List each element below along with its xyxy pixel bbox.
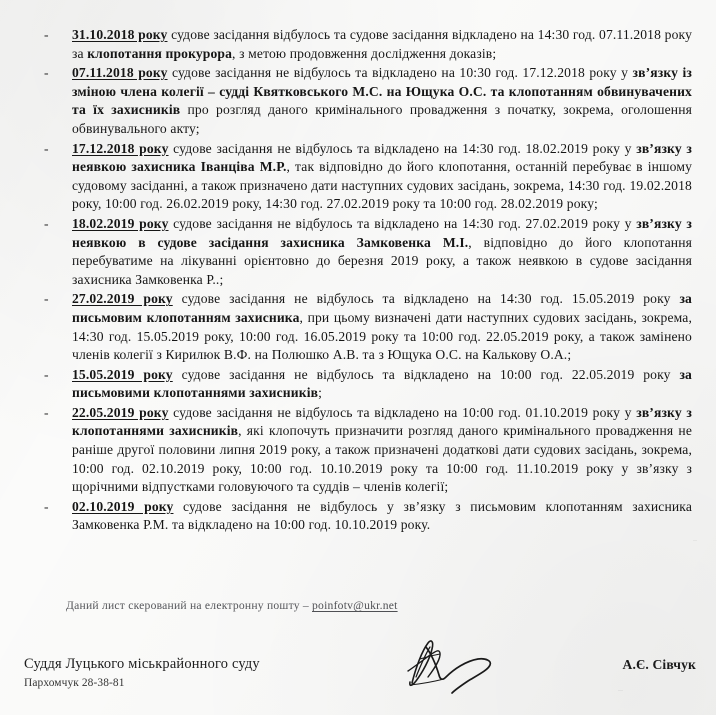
emphasis-run: зв’язку із зміною члена колегії – судді Квятковського М.С. на Ющука О.С. та клопотанням обвинувачених та їх захисників (72, 65, 692, 118)
paragraph-text (72, 404, 692, 497)
bullet-dash-icon: - (44, 27, 49, 42)
bullet-dash-icon: - (44, 366, 49, 382)
hearing-date-lead: 15.05.2019 року (72, 366, 173, 382)
text-run: судове засідання не відбулось та відкладено на 14:30 год. 18.02.2019 року у (168, 140, 637, 156)
text-run: , які клопочуть призначити розгляд даного кримінального провадження не раніше другої половини липня 2019 року, а також призначені додаткові дати судових засідань, зокрема, 10:00 год. 02.10.2019 року, 10:00 год. 10.10.2019 року та 10:00 год. 11.10.2019 року у зв’язку з щорічними відпустками головуючого та суддів – членів колегії; (72, 423, 692, 495)
bullet-dash-icon: - (44, 65, 49, 81)
list-item (42, 26, 692, 63)
text-run: судове засідання не відбулось та відкладено на 10:30 год. 17.12.2018 року у (167, 65, 633, 81)
text-run: судове засідання не відбулось та відкладено на 14:30 год. 15.05.2019 року (172, 291, 680, 307)
bullet-dash-icon: - (44, 291, 49, 307)
bullet-dash-icon: - (44, 498, 49, 514)
email-note (66, 598, 398, 613)
hearing-date-lead: 22.05.2019 року (72, 404, 169, 420)
hearing-date-lead: 18.02.2019 року (72, 215, 169, 231)
emphasis-run: зв’язку з неявкою захисника Іванціва М.Р. (72, 140, 692, 175)
text-run: ; (318, 385, 323, 401)
hearing-date-lead: 27.02.2019 року (72, 291, 173, 307)
emphasis-run: за письмовим клопотанням захисника (72, 291, 692, 325)
signatory-contact: Пархомчук 28-38-81 (24, 677, 125, 689)
paragraph-text (72, 26, 692, 63)
bullet-dash-icon: - (44, 215, 49, 231)
scan-artifact (693, 540, 697, 541)
emphasis-run: за письмовими клопотаннями захисників (72, 366, 692, 401)
paragraph-text (72, 64, 692, 138)
paragraph-text (72, 140, 692, 214)
email-note-prefix: Даний лист скерований на електронну пошту – (66, 599, 313, 612)
emphasis-run: клопотання прокурора (87, 45, 233, 61)
text-run: , при цьому визначені дати наступних судових засідань, зокрема, 14:30 год. 15.05.2019 року, 10:00 год. 16.05.2019 року та 10:00 год. 22.05.2019 року, а також замінено членів колегії з Кирилюк В.Ф. на Полюшко А.В. та з Ющука О.С. на Калькову О.А.; (72, 309, 692, 363)
hearing-date-lead: 02.10.2019 року (72, 498, 174, 514)
text-run: судове засідання не відбулось у зв’язку з письмовим клопотанням захисника Замковенка Р.М. та відкладено на 10:00 год. 10.10.2019 року. (72, 498, 693, 533)
text-run: про розгляд даного кримінального провадження з початку, зокрема, оголошення обвинувального акту; (72, 102, 692, 136)
list-item (42, 64, 692, 138)
list-item (42, 498, 692, 535)
list-item (42, 140, 692, 214)
hearing-date-lead: 31.10.2018 року (72, 27, 168, 42)
text-run: судове засідання не відбулось та відкладено на 10:00 год. 01.10.2019 року у (168, 404, 637, 420)
list-item (42, 404, 692, 497)
paragraph-text (72, 498, 692, 535)
text-run: , відповідно до його клопотання перебуватиме на лікуванні орієнтовно до березня 2019 року, а також неявкою в судове засідання захисника Замковенка Р..; (72, 234, 692, 287)
text-run: , з метою продовження дослідження доказів; (232, 45, 497, 61)
emphasis-run: зв’язку з клопотаннями захисників (72, 404, 692, 439)
paragraph-text (72, 215, 692, 289)
signatory-name: А.Є. Сівчук (622, 657, 696, 672)
text-run: судове засідання відбулось та судове засідання відкладено на 14:30 год. 07.11.2018 року за (72, 27, 693, 61)
list-item (42, 366, 692, 403)
text-run: , так відповідно до його клопотання, останній перебуває в іншому судовому засіданні, а також призначено дати наступних судових засідань, зокрема, 14:30 год. 19.02.2018 року, 10:00 год. 26.02.2019 року, 14:30 год. 27.02.2019 року та 10:00 год. 28.02.2019 року; (72, 159, 692, 212)
list-item (42, 290, 692, 364)
list-item (42, 215, 692, 289)
bullet-dash-icon: - (44, 140, 49, 156)
hearing-date-lead: 17.12.2018 року (72, 140, 169, 156)
signature-block (24, 655, 704, 691)
signatory-title: Суддя Луцького міськрайонного суду (24, 656, 260, 672)
hearing-date-lead: 07.11.2018 року (72, 65, 168, 81)
text-run: судове засідання не відбулось та відкладено на 10:00 год. 22.05.2019 року (172, 366, 680, 382)
chronology-list (42, 26, 692, 536)
email-address-link[interactable]: poinfotv@ukr.net (312, 599, 398, 612)
paragraph-text (72, 290, 692, 364)
paragraph-text (72, 366, 692, 403)
bullet-dash-icon: - (44, 404, 49, 420)
text-run: судове засідання не відбулось та відкладено на 14:30 год. 27.02.2019 року у (168, 215, 637, 231)
emphasis-run: зв’язку з неявкою в судове засідання захисника Замковенка М.І. (72, 215, 692, 250)
